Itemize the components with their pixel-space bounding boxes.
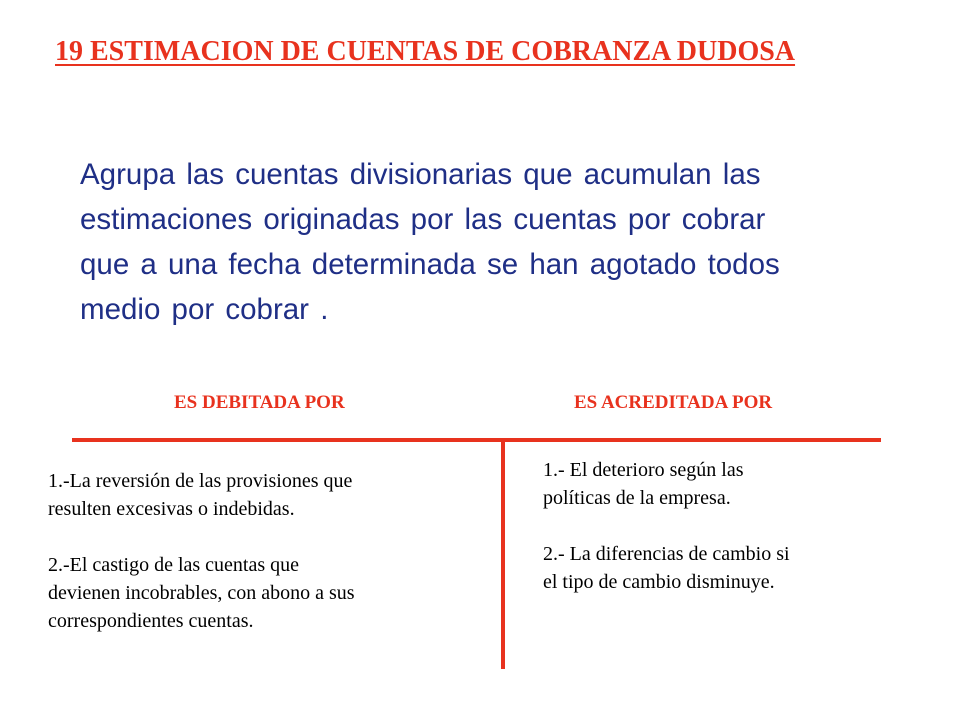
debit-header: ES DEBITADA POR (174, 392, 345, 413)
slide-title: 19 ESTIMACION DE CUENTAS DE COBRANZA DUDOSA (55, 36, 796, 67)
intro-paragraph (80, 152, 880, 332)
debit-item-line: devienen incobrables, con abono a sus (48, 582, 355, 604)
debit-list (48, 467, 478, 663)
intro-line: estimaciones originadas por las cuentas por cobrar (80, 203, 766, 236)
credit-item-line: el tipo de cambio disminuye. (543, 571, 775, 593)
credit-item-line: 1.- El deterioro según las (543, 459, 744, 481)
debit-item-1 (48, 467, 478, 523)
credit-item-line: políticas de la empresa. (543, 487, 731, 509)
credit-item-2 (543, 540, 903, 596)
t-account-vertical-line (501, 441, 505, 669)
t-account-horizontal-line (72, 438, 881, 442)
intro-line: que a una fecha determinada se han agotado todos (80, 248, 780, 281)
debit-item-line: 2.-El castigo de las cuentas que (48, 554, 300, 576)
credit-item-1 (543, 456, 903, 512)
credit-list (543, 456, 903, 624)
intro-line: medio por cobrar . (80, 293, 329, 326)
debit-item-line: correspondientes cuentas. (48, 610, 254, 632)
debit-item-line: resulten excesivas o indebidas. (48, 498, 295, 520)
credit-item-line: 2.- La diferencias de cambio si (543, 543, 790, 565)
debit-item-line: 1.-La reversión de las provisiones que (48, 470, 353, 492)
intro-line: Agrupa las cuentas divisionarias que acumulan las (80, 158, 761, 191)
debit-item-2 (48, 551, 478, 635)
credit-header: ES ACREDITADA POR (574, 392, 773, 413)
